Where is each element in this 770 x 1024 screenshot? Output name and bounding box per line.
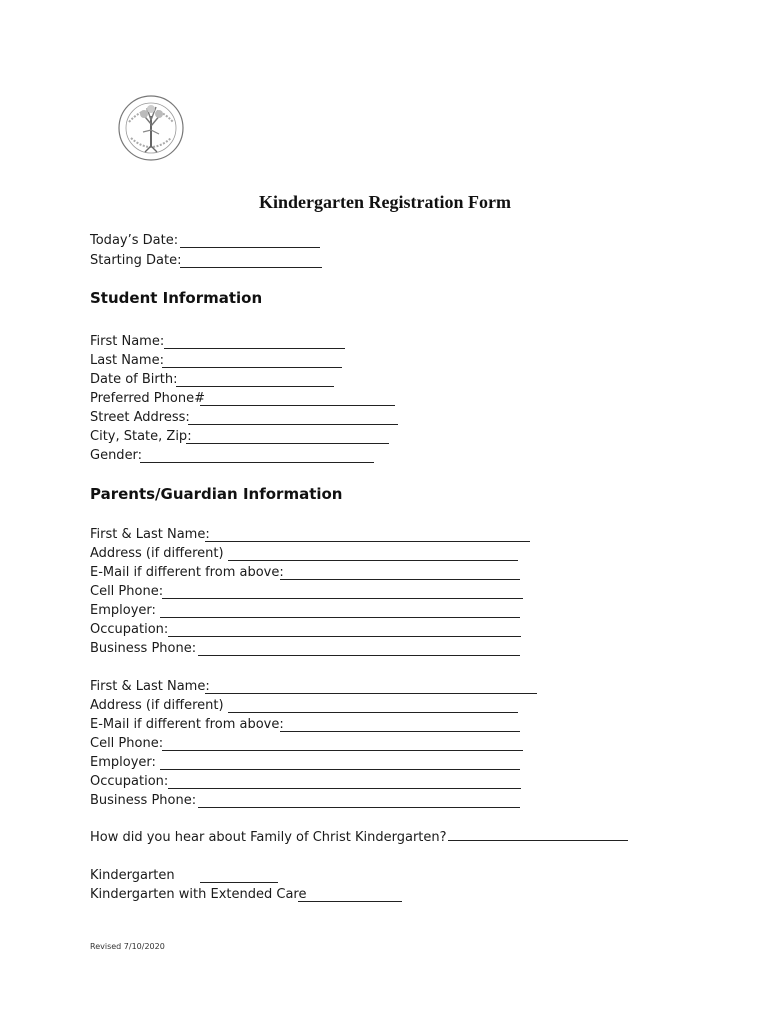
field-label: How did you hear about Family of Christ Kindergarten?: [90, 830, 447, 845]
field-label: Address (if different): [90, 546, 224, 561]
guardian1-address-field[interactable]: [90, 544, 224, 563]
date-of-birth-field[interactable]: [90, 370, 177, 389]
field-label: Preferred Phone#: [90, 391, 205, 406]
field-label: City, State, Zip:: [90, 429, 192, 444]
field-label: E-Mail if different from above:: [90, 565, 284, 580]
field-label: First & Last Name:: [90, 527, 210, 542]
field-label: Kindergarten: [90, 868, 175, 883]
student-info-heading: Student Information: [90, 289, 263, 307]
field-label: Starting Date:: [90, 253, 182, 268]
field-label: Employer:: [90, 603, 156, 618]
field-label: Business Phone:: [90, 793, 197, 808]
guardian1-business-phone-field[interactable]: [90, 639, 196, 658]
guardian1-name-field[interactable]: [90, 525, 210, 544]
revision-footer: Revised 7/10/2020: [90, 942, 165, 951]
gender-field[interactable]: [90, 446, 142, 465]
school-seal-logo-icon: [117, 94, 185, 162]
field-label: First & Last Name:: [90, 679, 210, 694]
parents-info-heading: Parents/Guardian Information: [90, 485, 343, 503]
guardian1-cell-field[interactable]: [90, 582, 163, 601]
field-label: Employer:: [90, 755, 156, 770]
field-label: First Name:: [90, 334, 165, 349]
guardian2-address-field[interactable]: [90, 696, 224, 715]
guardian1-employer-field[interactable]: [90, 601, 156, 620]
last-name-field[interactable]: [90, 351, 164, 370]
guardian1-occupation-field[interactable]: [90, 620, 168, 639]
guardian2-occupation-field[interactable]: [90, 772, 168, 791]
guardian2-name-field[interactable]: [90, 677, 210, 696]
first-name-field[interactable]: [90, 332, 164, 351]
referral-question-field[interactable]: [90, 828, 628, 847]
guardian2-email-field[interactable]: [90, 715, 284, 734]
field-label: Last Name:: [90, 353, 164, 368]
field-label: Cell Phone:: [90, 584, 164, 599]
extended-care-option-field[interactable]: [90, 885, 306, 904]
field-label: Today’s Date:: [90, 233, 179, 248]
guardian2-employer-field[interactable]: [90, 753, 156, 772]
guardian1-email-field[interactable]: [90, 563, 284, 582]
field-label: Occupation:: [90, 774, 169, 789]
field-label: Kindergarten with Extended Care: [90, 887, 307, 902]
field-label: Cell Phone:: [90, 736, 164, 751]
field-label: Date of Birth:: [90, 372, 178, 387]
city-state-zip-field[interactable]: [90, 427, 192, 446]
field-label: Occupation:: [90, 622, 169, 637]
field-label: Address (if different): [90, 698, 224, 713]
field-label: Gender:: [90, 448, 143, 463]
preferred-phone-field[interactable]: [90, 389, 205, 408]
guardian2-cell-field[interactable]: [90, 734, 163, 753]
guardian2-business-phone-field[interactable]: [90, 791, 196, 810]
field-label: Business Phone:: [90, 641, 197, 656]
form-title: Kindergarten Registration Form: [259, 192, 511, 212]
field-label: E-Mail if different from above:: [90, 717, 284, 732]
kindergarten-option-field[interactable]: [90, 866, 175, 885]
todays-date-field[interactable]: [90, 231, 178, 250]
street-address-field[interactable]: [90, 408, 190, 427]
field-label: Street Address:: [90, 410, 190, 425]
starting-date-field[interactable]: [90, 251, 181, 270]
